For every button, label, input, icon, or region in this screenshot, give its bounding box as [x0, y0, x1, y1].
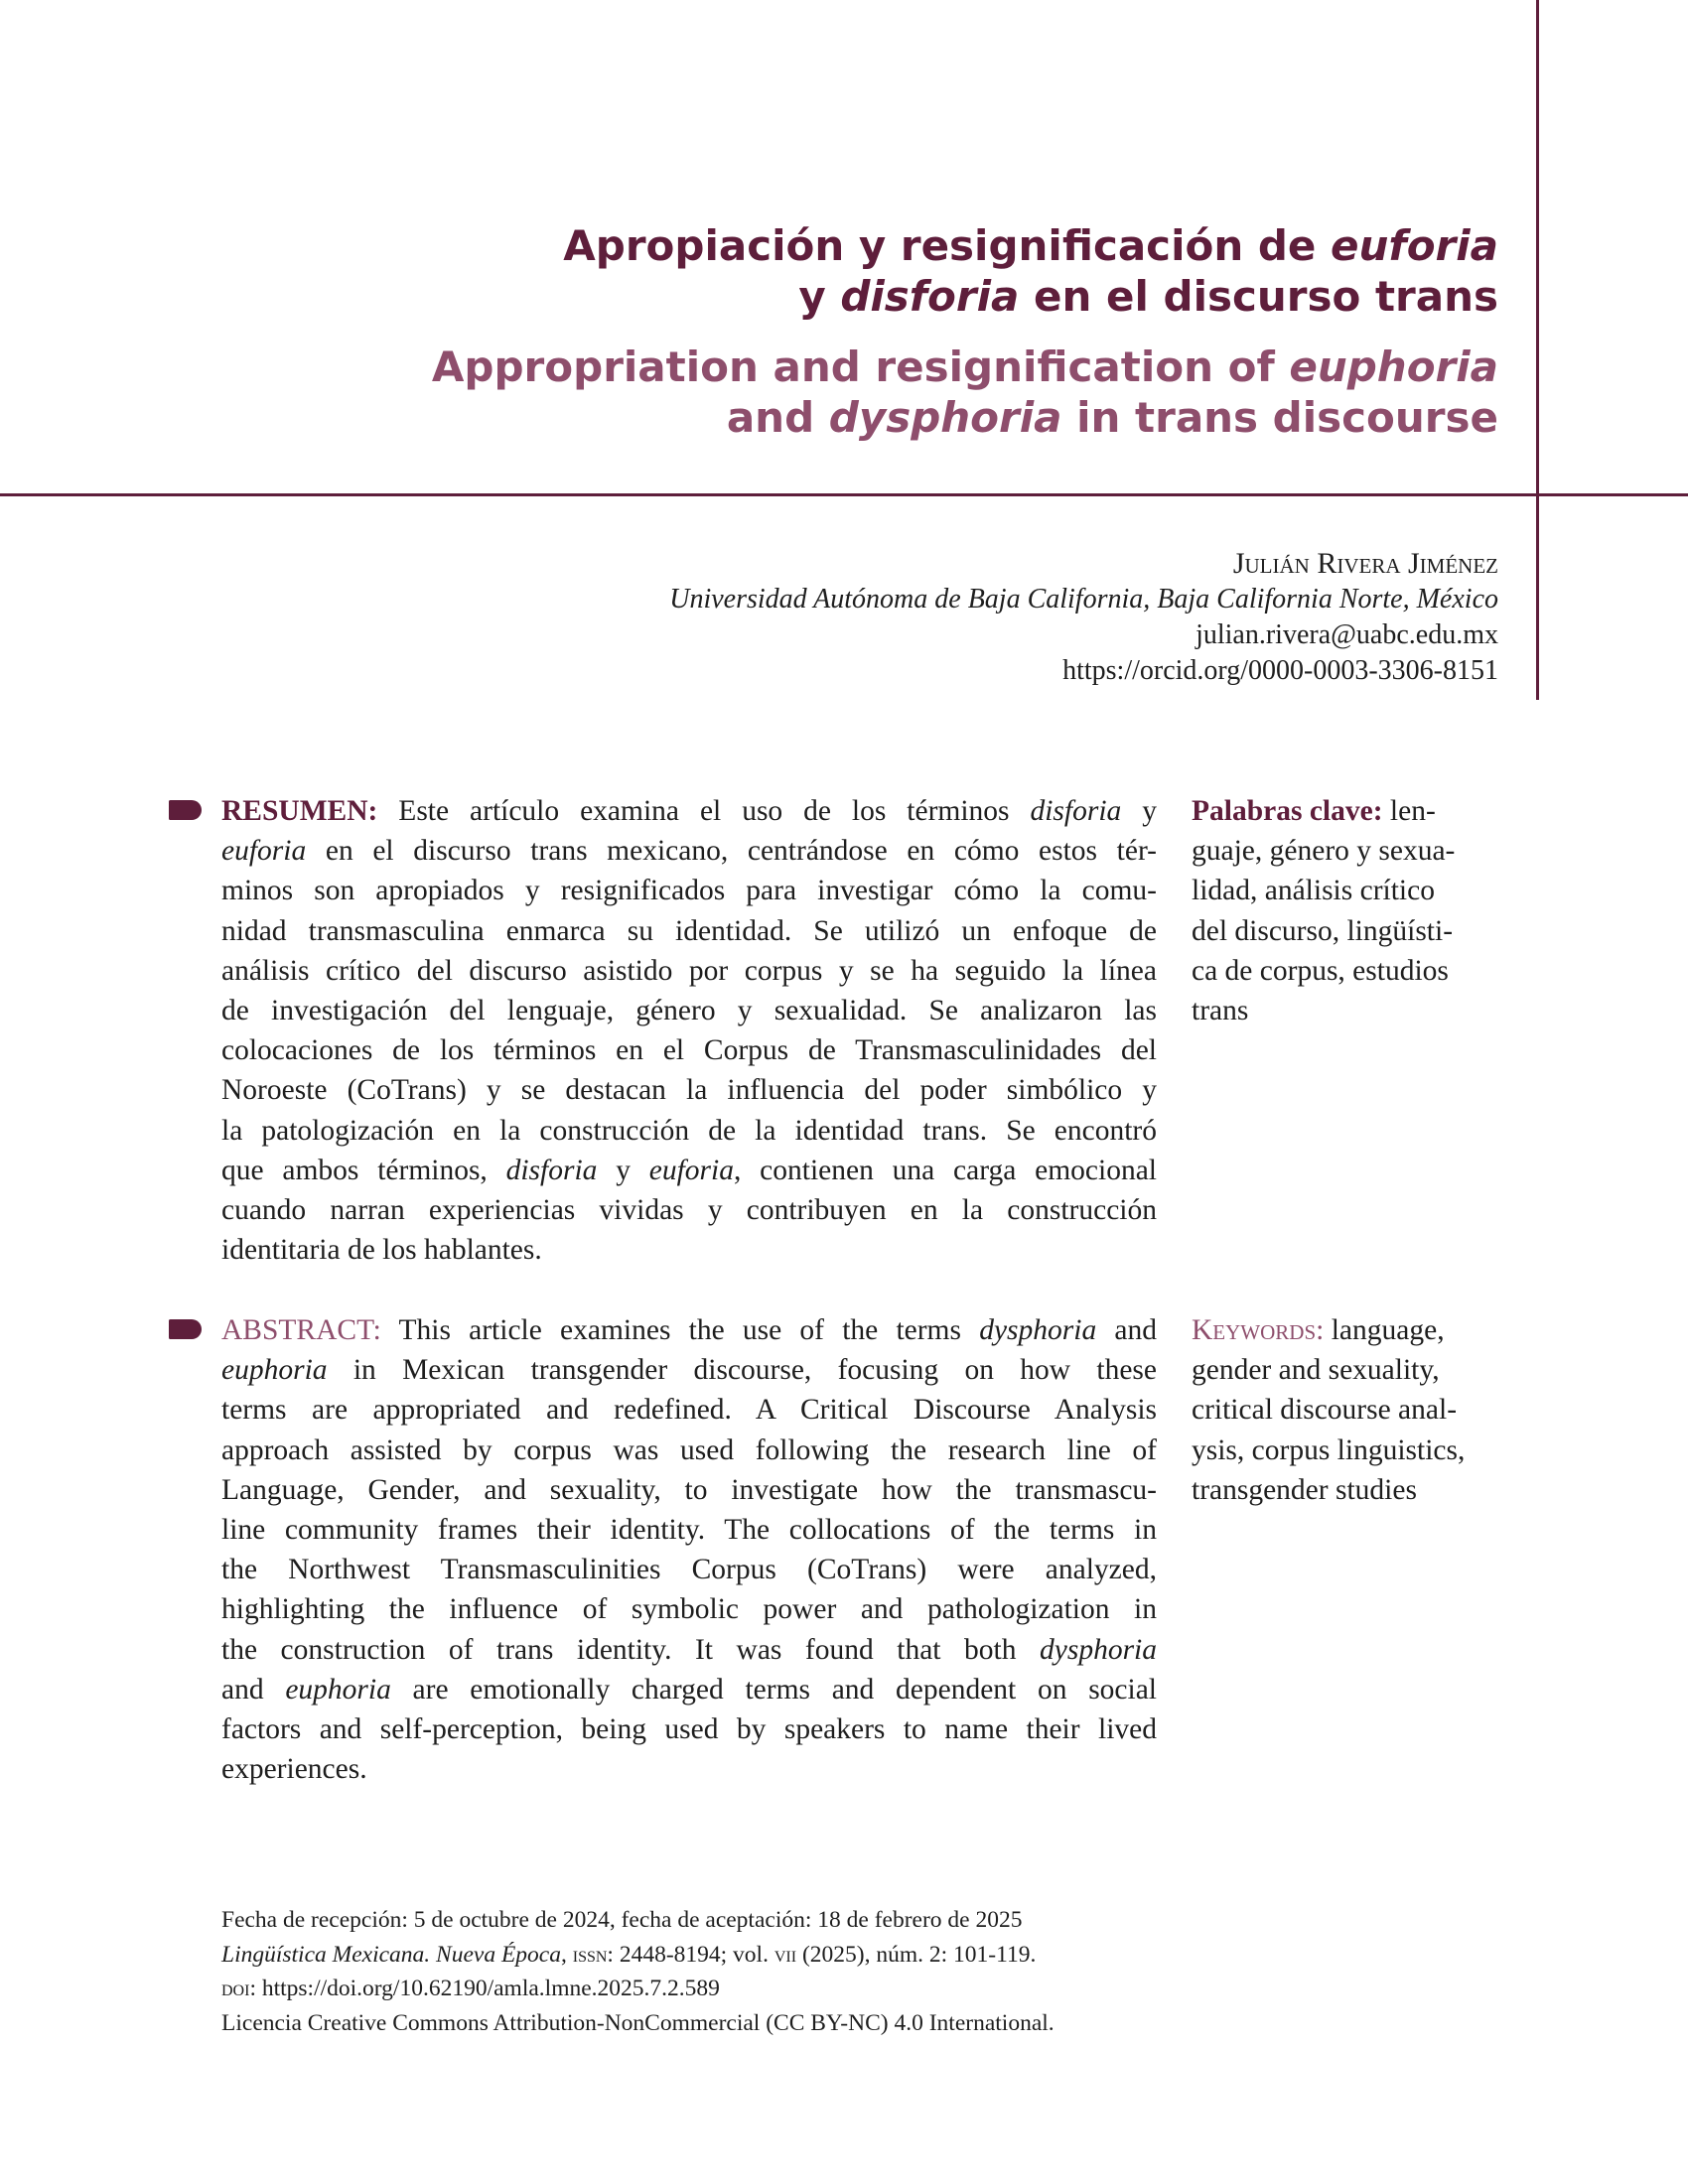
title-english: Appropriation and resignification of euphoria and dysphoria in trans discourse	[431, 342, 1498, 442]
palabras-clave-label: Palabras clave:	[1192, 795, 1383, 827]
resumen-label: RESUMEN:	[221, 795, 378, 827]
footer-journal: Lingüística Mexicana. Nueva Época, issn: 2448-8194; vol. vii (2025), núm. 2: 101-119.	[221, 1941, 1037, 1968]
keywords-label: Keywords:	[1192, 1314, 1325, 1346]
author-orcid[interactable]: https://orcid.org/0000-0003-3306-8151	[1062, 655, 1498, 686]
vertical-rule	[1536, 0, 1539, 700]
horizontal-rule	[0, 493, 1688, 496]
section-marker-icon	[169, 800, 202, 820]
author-name: Julián Rivera Jiménez	[1232, 547, 1498, 580]
author-email[interactable]: julian.rivera@uabc.edu.mx	[1196, 619, 1498, 650]
footer-doi[interactable]: doi: https://doi.org/10.62190/amla.lmne.2025.7.2.589	[221, 1976, 720, 2001]
footer-notes	[221, 1903, 1473, 2040]
keywords: Keywords: language, gender and sexuality, critical discourse anal- ysis, corpus linguistics, transgender studies	[1192, 1314, 1466, 1506]
footer-license: Licencia Creative Commons Attribution-NonCommercial (CC BY-NC) 4.0 International.	[221, 2009, 1055, 2036]
section-marker-icon	[169, 1319, 202, 1339]
abstract-label: ABSTRACT:	[221, 1314, 381, 1346]
resumen-text: RESUMEN: Este artículo examina el uso de los términos disforia y euforia en el discurso trans mexicano, centrándose en cómo estos tér- minos son apropiados y resignificados para investigar cómo la comu- nidad transmasculina enmarca su identidad. Se utilizó un enfoque de análisis crítico del discurso asistido por corpus y se ha seguido la línea de investigación del lenguaje, género y sexualidad. Se analizaron las colocaciones de los términos en el Corpus de Transmasculinidades del Noroeste (CoTrans) y se destacan la influencia del poder simbólico y la patologización en la construcción de la identidad trans. Se encontró que ambos términos, disforia y euforia, contienen una carga emocional cuando narran experiencias vividas y contribuyen en la construcción identitaria de los hablantes.	[221, 795, 1157, 1267]
title-spanish: Apropiación y resignificación de euforia y disforia en el discurso trans	[563, 221, 1498, 321]
palabras-clave: Palabras clave: len- guaje, género y sexua- lidad, análisis crítico del discurso, lingüísti- ca de corpus, estudios trans	[1192, 795, 1456, 1027]
footer-dates: Fecha de recepción: 5 de octubre de 2024, fecha de aceptación: 18 de febrero de 2025	[221, 1907, 1023, 1933]
abstract-text: ABSTRACT: This article examines the use of the terms dysphoria and euphoria in Mexican transgender discourse, focusing on how these terms are appropriated and redefined. A Critical Discourse Analysis approach assisted by corpus was used following the research line of Language, Gender, and sexuality, to investigate how the transmascu- line community frames their identity. The collocations of the terms in the Northwest Transmasculinities Corpus (CoTrans) were analyzed, highlighting the influence of symbolic power and pathologization in the construction of trans identity. It was found that both dysphoria and euphoria are emotionally charged terms and dependent on social factors and self-perception, being used by speakers to name their lived experiences.	[221, 1314, 1158, 1786]
title-block	[406, 220, 1498, 443]
author-affiliation: Universidad Autónoma de Baja California, Baja California Norte, México	[669, 584, 1498, 614]
author-block	[505, 546, 1498, 689]
